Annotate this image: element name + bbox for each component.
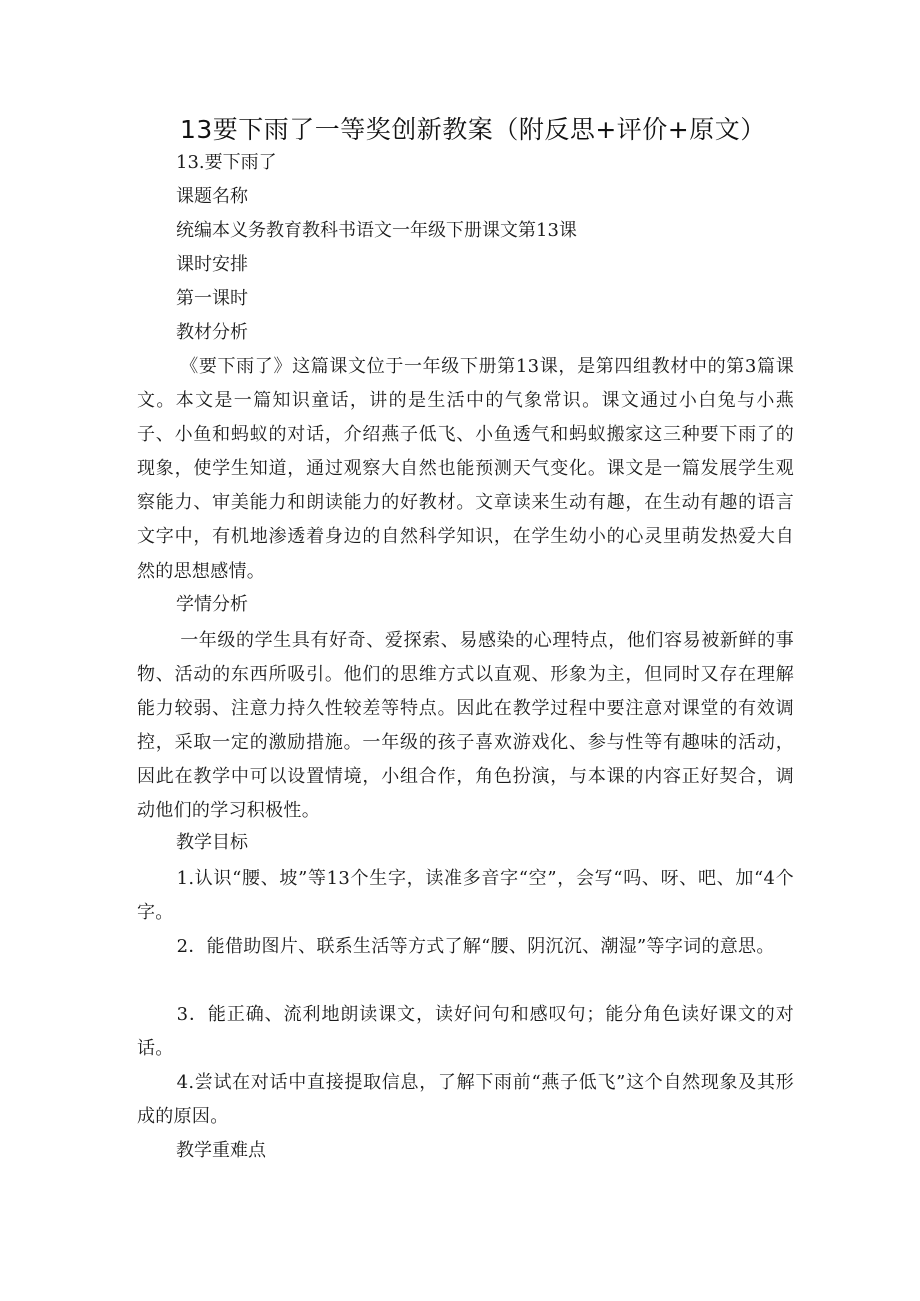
key-points-label: 教学重难点 bbox=[176, 1140, 266, 1161]
student-analysis-text: 一年级的学生具有好奇、爱探索、易感染的心理特点，他们容易被新鲜的事物、活动的东西所吸引。他们的思维方式以直观、形象为主，但同时又存在理解能力较弱、注意力持久性较差等特点。因此在教学过程中要注意对课堂的有效调控，采取一定的激励措施。一年级的孩子喜欢游戏化、参与性等有趣味的活动，因此在教学中可以设置情境，小组合作，角色扮演，与本课的内容正好契合，调动他们的学习积极性。 bbox=[137, 630, 794, 822]
material-analysis-label: 教材分析 bbox=[176, 322, 248, 343]
schedule-value: 第一课时 bbox=[176, 288, 248, 309]
teaching-goal-item: 3．能正确、流利地朗读课文，读好问句和感叹句；能分角色读好课文的对话。 bbox=[137, 1004, 794, 1060]
topic-label: 课题名称 bbox=[176, 186, 248, 207]
teaching-goal-item: 1.认识“腰、坡”等13个生字，读准多音字“空”，会写“吗、呀、吧、加“4个字。 bbox=[137, 868, 794, 924]
document-title: 13要下雨了一等奖创新教案（附反思+评价+原文） bbox=[180, 115, 766, 144]
student-analysis-label: 学情分析 bbox=[176, 594, 248, 615]
schedule-label: 课时安排 bbox=[176, 254, 248, 275]
teaching-goals-label: 教学目标 bbox=[176, 832, 248, 853]
topic-value: 统编本义务教育教科书语文一年级下册课文第13课 bbox=[176, 220, 577, 241]
teaching-goal-item: 2．能借助图片、联系生活等方式了解“腰、阴沉沉、潮湿”等字词的意思。 bbox=[176, 936, 775, 957]
teaching-goal-item: 4.尝试在对话中直接提取信息，了解下雨前“燕子低飞”这个自然现象及其形成的原因。 bbox=[137, 1072, 794, 1128]
lesson-heading: 13.要下雨了 bbox=[176, 152, 277, 173]
material-analysis-text: 《要下雨了》这篇课文位于一年级下册第13课，是第四组教材中的第3篇课文。本文是一篇知识童话，讲的是生活中的气象常识。课文通过小白兔与小燕子、小鱼和蚂蚁的对话，介绍燕子低飞、小鱼透气和蚂蚁搬家这三种要下雨了的现象，使学生知道，通过观察大自然也能预测天气变化。课文是一篇发展学生观察能力、审美能力和朗读能力的好教材。文章读来生动有趣，在生动有趣的语言文字中，有机地渗透着身边的自然科学知识，在学生幼小的心灵里萌发热爱大自然的思想感情。 bbox=[137, 356, 794, 582]
